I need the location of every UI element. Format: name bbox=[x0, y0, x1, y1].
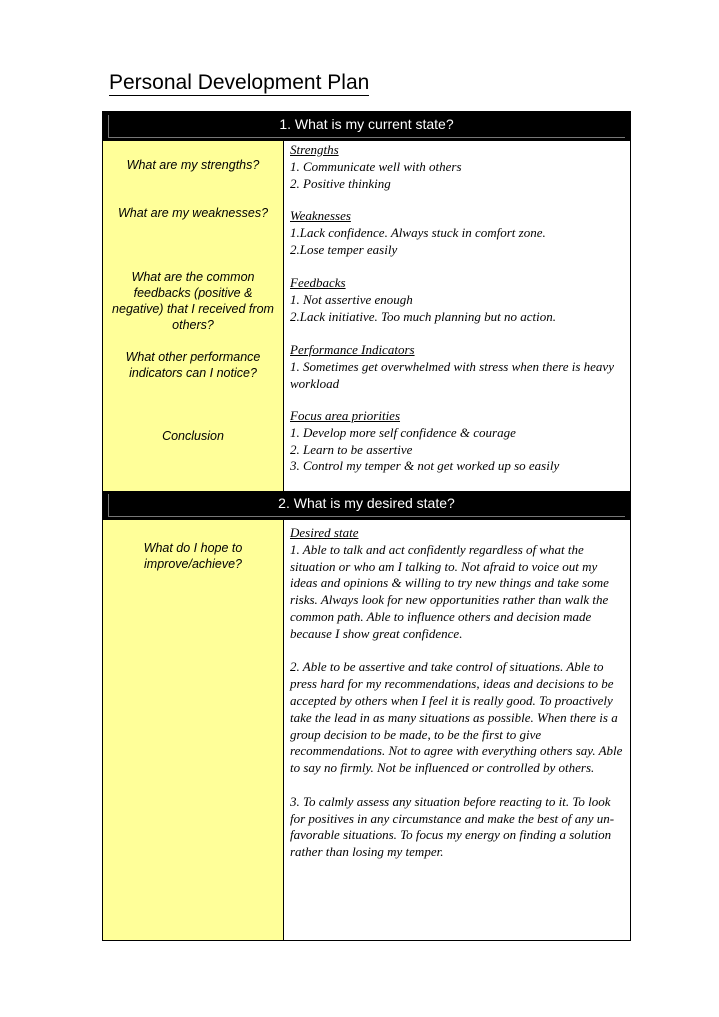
desired-paragraph: 2. Able to be assertive and take control of situations. Able to press hard for my recommendations, ideas and decisions to be accepted by others when I feel it is really good. To proactively take the lead in as many situations as possible. When there is a group decision to be made, to be the first to give recommendations. Not to agree with everything others say. Able to say no firmly. Not be influenced or controlled by others. bbox=[290, 659, 623, 776]
desired-paragraph: 3. To calmly assess any situation before reacting to it. To look for positives in any circumstance and make the best of any un-favorable situations. To focus my energy on finding a solution rather than losing my temper. bbox=[290, 793, 615, 860]
section-2-title: 2. What is my desired state? bbox=[278, 495, 455, 511]
question-conclusion: Conclusion bbox=[162, 429, 224, 443]
question-weaknesses: What are my weaknesses? bbox=[117, 206, 269, 220]
answer-feedbacks bbox=[290, 275, 626, 325]
answer-strengths bbox=[290, 142, 626, 192]
page-title: Personal Development Plan bbox=[109, 71, 370, 94]
answer-weaknesses bbox=[290, 208, 626, 258]
section-2-header bbox=[103, 491, 630, 520]
answer-desired-state bbox=[290, 525, 626, 861]
answer-priorities bbox=[290, 408, 626, 475]
weaknesses-heading: Weaknesses bbox=[290, 208, 351, 223]
weakness-item: 2.Lose temper easily bbox=[290, 241, 398, 257]
section-1-title: 1. What is my current state? bbox=[279, 116, 454, 132]
feedback-item: 2.Lack initiative. Too much planning but no action. bbox=[290, 308, 557, 324]
strength-item: 1. Communicate well with others bbox=[290, 158, 462, 174]
question-feedbacks: What are the common feedbacks (positive & negative) that I received from others? bbox=[112, 270, 274, 332]
question-indicators: What other performance indicators can I notice? bbox=[125, 350, 261, 380]
priority-item: 1. Develop more self confidence & courage bbox=[290, 424, 516, 440]
desired-heading: Desired state bbox=[290, 525, 359, 540]
strengths-heading: Strengths bbox=[290, 142, 339, 157]
section-1-header bbox=[103, 112, 630, 141]
indicators-heading: Performance Indicators bbox=[290, 342, 415, 357]
feedback-item: 1. Not assertive enough bbox=[290, 291, 413, 307]
priority-item: 2. Learn to be assertive bbox=[290, 441, 413, 457]
section-2-question-column bbox=[103, 520, 284, 940]
priority-item: 3. Control my temper & not get worked up so easily bbox=[290, 458, 560, 474]
priorities-heading: Focus area priorities bbox=[290, 408, 401, 423]
feedbacks-heading: Feedbacks bbox=[290, 275, 346, 290]
strength-item: 2. Positive thinking bbox=[290, 175, 391, 191]
answer-indicators bbox=[290, 342, 626, 392]
plan-table bbox=[102, 111, 631, 941]
indicator-item: 1. Sometimes get overwhelmed with stress when there is heavy workload bbox=[290, 358, 614, 391]
question-improve: What do I hope to improve/achieve? bbox=[143, 541, 243, 571]
desired-paragraph: 1. Able to talk and act confidently regardless of what the situation or who am I talking to. Not afraid to voice out my ideas and opinions & willing to try new things and take some risks. Always look for new opportunities rather than walk the common path. Able to influence others and decision made because I show great confidence. bbox=[290, 541, 609, 641]
weakness-item: 1.Lack confidence. Always stuck in comfort zone. bbox=[290, 224, 546, 240]
question-strengths: What are my strengths? bbox=[126, 158, 260, 172]
